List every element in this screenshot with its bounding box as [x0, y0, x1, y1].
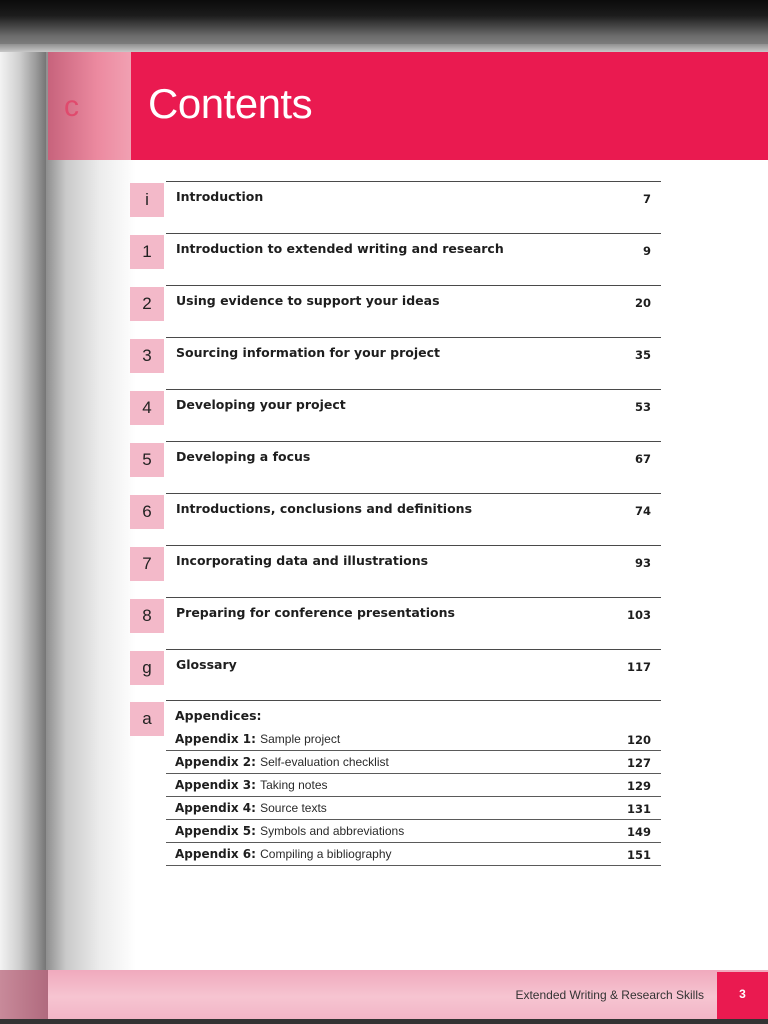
appendices-heading: Appendices: — [175, 708, 262, 723]
toc-entry[interactable] — [0, 441, 768, 493]
divider — [166, 649, 661, 650]
appendix-entry[interactable] — [166, 796, 661, 820]
chapter-number-tab: 7 — [130, 547, 164, 581]
chapter-title: Introduction to extended writing and research — [176, 241, 504, 256]
page-number: 117 — [626, 660, 651, 674]
divider — [166, 545, 661, 546]
footer-page-number: 3 — [739, 987, 746, 1001]
toc-entry[interactable] — [0, 337, 768, 389]
chapter-number-tab: i — [130, 183, 164, 217]
chapter-title: Preparing for conference presentations — [176, 605, 455, 620]
chapter-number-tab: 2 — [130, 287, 164, 321]
appendices-tab: a — [130, 702, 164, 736]
appendix-name: Symbols and abbreviations — [260, 824, 405, 838]
appendix-name: Sample project — [260, 732, 341, 746]
divider — [166, 285, 661, 286]
divider — [166, 493, 661, 494]
chapter-title: Sourcing information for your project — [176, 345, 441, 360]
chapter-title: Glossary — [176, 657, 237, 672]
toc-entry[interactable] — [0, 649, 768, 701]
chapter-title: Introduction — [176, 189, 264, 204]
chapter-title: Introductions, conclusions and definitions — [176, 501, 473, 516]
appendix-entry[interactable] — [166, 842, 661, 866]
page-number: 149 — [626, 825, 651, 839]
page-number: 53 — [634, 400, 651, 414]
page-number: 103 — [626, 608, 651, 622]
appendix-label: Appendix 5: — [175, 824, 256, 838]
chapter-number-tab: 3 — [130, 339, 164, 373]
appendix-name: Compiling a bibliography — [260, 847, 392, 861]
divider — [166, 597, 661, 598]
page-number: 67 — [634, 452, 651, 466]
divider — [166, 181, 661, 182]
page-number: 9 — [642, 244, 651, 258]
page-number: 74 — [634, 504, 651, 518]
page-number: 7 — [642, 192, 651, 206]
chapter-number-tab: 1 — [130, 235, 164, 269]
appendix-entry[interactable] — [166, 727, 661, 751]
page-number: 120 — [626, 733, 651, 747]
appendix-name: Self-evaluation checklist — [260, 755, 389, 769]
chapter-title: Using evidence to support your ideas — [176, 293, 440, 308]
toc-entry[interactable] — [0, 545, 768, 597]
divider — [166, 700, 661, 701]
appendix-entry[interactable] — [166, 819, 661, 843]
footer-book-title: Extended Writing & Research Skills — [515, 988, 704, 1002]
divider — [166, 337, 661, 338]
divider — [166, 389, 661, 390]
page-number: 129 — [626, 779, 651, 793]
appendix-name: Taking notes — [260, 778, 328, 792]
scan-top-edge — [0, 0, 768, 52]
page-title: Contents — [148, 80, 313, 127]
appendix-label: Appendix 1: — [175, 732, 256, 746]
page-number: 93 — [634, 556, 651, 570]
appendix-label: Appendix 4: — [175, 801, 256, 815]
divider — [166, 233, 661, 234]
chapter-title: Incorporating data and illustrations — [176, 553, 429, 568]
toc-entry[interactable] — [0, 597, 768, 649]
chapter-number-tab: 5 — [130, 443, 164, 477]
appendix-entry[interactable] — [166, 773, 661, 797]
page-number: 131 — [626, 802, 651, 816]
page-number: 127 — [626, 756, 651, 770]
toc-entry[interactable] — [0, 233, 768, 285]
chapter-number-tab: 4 — [130, 391, 164, 425]
chapter-number-tab: g — [130, 651, 164, 685]
page-number: 20 — [634, 296, 651, 310]
toc-entry[interactable] — [0, 389, 768, 441]
appendix-label: Appendix 3: — [175, 778, 256, 792]
page-number: 151 — [626, 848, 651, 862]
appendix-label: Appendix 6: — [175, 847, 256, 861]
chapter-number-tab: 6 — [130, 495, 164, 529]
toc-entry[interactable] — [0, 181, 768, 233]
appendix-label: Appendix 2: — [175, 755, 256, 769]
appendix-name: Source texts — [260, 801, 327, 815]
page-number: 35 — [634, 348, 651, 362]
chapter-number-tab: 8 — [130, 599, 164, 633]
toc-entry[interactable] — [0, 285, 768, 337]
chapter-title: Developing a focus — [176, 449, 311, 464]
chapter-title: Developing your project — [176, 397, 346, 412]
appendix-entry[interactable] — [166, 750, 661, 774]
header-tab-letter: c — [64, 90, 79, 123]
scan-bottom-edge — [0, 1019, 768, 1024]
toc-entry[interactable] — [0, 493, 768, 545]
divider — [166, 441, 661, 442]
